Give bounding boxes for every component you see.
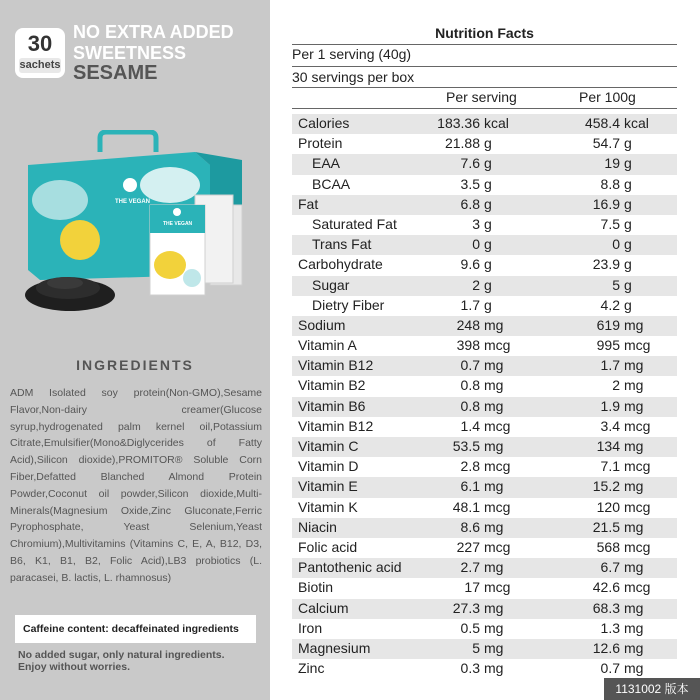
- per-100g-unit: mcg: [624, 337, 651, 354]
- per-100g-value: [562, 377, 662, 393]
- per-serving-unit: mg: [484, 518, 504, 535]
- per-100g-value: [562, 499, 662, 515]
- per-serving-value: [422, 176, 522, 192]
- sachet-count: 30: [27, 31, 53, 56]
- per-100g-unit: g: [624, 195, 632, 212]
- nutrition-rows: [292, 114, 677, 679]
- per-serving-amount: 1.4: [460, 417, 480, 434]
- per-serving-amount: 53.5: [452, 438, 480, 454]
- version-label: 1131002 版本: [604, 678, 700, 700]
- per-100g-unit: g: [624, 276, 632, 293]
- per-serving-amount: 6.8: [460, 195, 480, 212]
- per-100g-amount: 16.9: [592, 195, 620, 212]
- per-serving-unit: mg: [484, 639, 504, 656]
- per-100g-unit: mg: [624, 438, 644, 454]
- per-100g-unit: mg: [624, 639, 644, 656]
- per-100g-amount: 5: [612, 276, 620, 293]
- per-100g-value: [562, 297, 662, 313]
- per-serving-amount: 8.6: [460, 518, 480, 535]
- nutrition-row: [292, 417, 677, 437]
- nutrition-row: [292, 498, 677, 518]
- per-serving-unit: mcg: [484, 538, 511, 555]
- per-100g-amount: 1.7: [600, 357, 620, 374]
- per-100g-unit: mg: [624, 518, 644, 535]
- per-100g-value: [562, 196, 662, 212]
- per-serving-amount: 5: [472, 639, 480, 656]
- per-serving-unit: mcg: [484, 458, 511, 475]
- per-serving-unit: g: [484, 236, 492, 253]
- per-100g-value: [562, 600, 662, 616]
- per-100g-value: [562, 579, 662, 595]
- per-100g-unit: mg: [624, 619, 644, 636]
- per-100g-amount: 8.8: [600, 175, 620, 192]
- per-serving-unit: mcg: [484, 337, 511, 354]
- per-100g-amount: 54.7: [592, 135, 620, 152]
- per-serving-unit: mg: [484, 660, 504, 677]
- per-serving-value: [422, 620, 522, 636]
- per-100g-amount: 458.4: [584, 115, 620, 131]
- per-100g-value: [562, 176, 662, 192]
- per-serving-unit: kcal: [484, 115, 509, 131]
- nutrition-row: [292, 397, 677, 417]
- per-100g-amount: 68.3: [592, 599, 620, 616]
- per-100g-amount: 0.7: [600, 660, 620, 677]
- per-100g-unit: g: [624, 296, 632, 313]
- nutrition-row: [292, 376, 677, 396]
- per-serving-amount: 27.3: [452, 599, 480, 616]
- per-serving-unit: mg: [484, 438, 504, 454]
- per-100g-unit: mg: [624, 316, 644, 333]
- per-serving-value: [422, 377, 522, 393]
- per-serving-amount: 6.1: [460, 478, 480, 495]
- per-serving-amount: 398: [456, 337, 480, 354]
- ingredients-title: INGREDIENTS: [76, 357, 194, 373]
- sugar-note-line-2: Enjoy without worries.: [18, 661, 131, 673]
- nutrient-name: Saturated Fat: [312, 215, 397, 232]
- per-100g-value: [562, 155, 662, 171]
- per-100g-unit: mcg: [624, 498, 651, 515]
- nutrient-name: Pantothenic acid: [298, 559, 402, 576]
- per-serving-value: [422, 277, 522, 293]
- nutrient-name: Sugar: [312, 276, 350, 293]
- per-serving-unit: mcg: [484, 417, 511, 434]
- per-100g-unit: mcg: [624, 579, 651, 596]
- sugar-note: [18, 649, 258, 673]
- nutrition-row: [292, 457, 677, 477]
- per-serving-value: [422, 155, 522, 171]
- per-serving-value: [422, 398, 522, 414]
- per-100g-unit: mg: [624, 377, 644, 394]
- per-100g-amount: 12.6: [592, 639, 620, 656]
- per-serving-amount: 21.88: [444, 135, 480, 152]
- divider: [292, 66, 677, 67]
- per-serving-value: [422, 216, 522, 232]
- per-serving-amount: 0.3: [460, 660, 480, 677]
- per-100g-amount: 21.5: [592, 518, 620, 535]
- per-100g-value: [562, 660, 662, 676]
- per-100g-amount: 134: [596, 438, 620, 454]
- nutrient-name: Vitamin B2: [298, 377, 366, 394]
- per-100g-unit: mg: [624, 599, 644, 616]
- per-serving-value: [422, 499, 522, 515]
- per-100g-unit: g: [624, 135, 632, 152]
- nutrient-name: Fat: [298, 195, 319, 212]
- nutrition-row: [292, 336, 677, 356]
- nutrition-row: [292, 558, 677, 578]
- product-box-illustration: [20, 130, 265, 320]
- per-serving-value: [422, 115, 522, 131]
- per-serving-unit: mcg: [484, 498, 511, 515]
- per-serving-amount: 2.7: [460, 559, 480, 576]
- per-100g-value: [562, 216, 662, 232]
- nutrition-row: [292, 154, 677, 174]
- nutrition-row: [292, 235, 677, 255]
- per-serving-unit: g: [484, 175, 492, 192]
- per-serving-value: [422, 135, 522, 151]
- ingredients-text: ADM Isolated soy protein(Non-GMO),Sesame Flavor,Non-dairy creamer(Glucose syrup,hydrogenated palm kernel oil,Potassium Citrate,Emulsifier(Mono&Diglycerides of Fatty Acid),Silicon dioxide),PROMITOR® Soluble Corn Fiber,Defatted Blanched Almond Protein Powder,Coconut oil powder,Silicon dioxide,Multi-Minerals(Magnesium Oxide,Zinc Gluconate,Ferric Pyrophosphate, Yeast Selenium,Yeast Chromium),Multivitamins (Vitamins C, E, A, B12, D3, B6, K1, B1, B2, Folic Acid),LB3 probiotics (L. paracasei, B. lactis, L. rhamnosus): [10, 387, 262, 584]
- per-serving-value: [422, 196, 522, 212]
- per-100g-value: [562, 640, 662, 656]
- nutrient-name: Folic acid: [298, 538, 358, 555]
- nutrient-name: Sodium: [298, 316, 346, 333]
- nutrition-row: [292, 619, 677, 639]
- per-serving-value: [422, 317, 522, 333]
- nutrition-row: [292, 356, 677, 376]
- per-serving-amount: 3: [472, 215, 480, 232]
- per-serving-value: [422, 600, 522, 616]
- per-serving-value: [422, 438, 522, 454]
- per-serving-unit: mg: [484, 478, 504, 495]
- per-100g-unit: kcal: [624, 115, 649, 131]
- per-100g-amount: 23.9: [592, 256, 620, 273]
- per-serving-unit: g: [484, 276, 492, 293]
- nutrition-row: [292, 578, 677, 598]
- per-100g-unit: mg: [624, 478, 644, 495]
- per-serving-value: [422, 519, 522, 535]
- nutrition-row: [292, 195, 677, 215]
- per-100g-value: [562, 135, 662, 151]
- per-100g-value: [562, 519, 662, 535]
- per-100g-unit: mcg: [624, 538, 651, 555]
- per-serving-unit: mg: [484, 377, 504, 394]
- per-100g-unit: g: [624, 236, 632, 253]
- per-serving-amount: 0.8: [460, 377, 480, 394]
- serving-size: Per 1 serving (40g): [292, 46, 412, 62]
- per-100g-amount: 568: [596, 538, 620, 555]
- nutrition-title: Nutrition Facts: [435, 25, 534, 41]
- per-serving-unit: g: [484, 215, 492, 232]
- per-100g-unit: mcg: [624, 458, 651, 475]
- per-100g-value: [562, 277, 662, 293]
- nutrient-name: Iron: [298, 619, 323, 636]
- headline-line-1: NO EXTRA ADDED: [73, 22, 234, 42]
- nutrient-name: Dietry Fiber: [312, 296, 385, 313]
- per-100g-amount: 1.3: [600, 619, 620, 636]
- sachet-brand-text: THE VEGAN: [163, 221, 193, 227]
- column-header-per-100g: Per 100g: [579, 89, 636, 105]
- per-serving-value: [422, 579, 522, 595]
- per-100g-unit: mg: [624, 660, 644, 677]
- per-100g-amount: 120: [596, 498, 620, 515]
- nutrient-name: Vitamin B12: [298, 357, 374, 374]
- nutrition-row: [292, 276, 677, 296]
- per-serving-value: [422, 297, 522, 313]
- caffeine-notice: Caffeine content: decaffeinated ingredients: [15, 615, 256, 643]
- nutrient-name: Carbohydrate: [298, 256, 383, 273]
- per-serving-value: [422, 478, 522, 494]
- nutrition-row: [292, 255, 677, 275]
- nutrition-row: [292, 538, 677, 558]
- per-100g-amount: 1.9: [600, 397, 620, 414]
- nutrient-name: Vitamin E: [298, 478, 358, 495]
- per-100g-unit: mg: [624, 397, 644, 414]
- per-serving-unit: mg: [484, 559, 504, 576]
- per-serving-value: [422, 357, 522, 373]
- per-serving-unit: g: [484, 195, 492, 212]
- per-100g-value: [562, 418, 662, 434]
- divider: [292, 87, 677, 88]
- nutrient-name: Protein: [298, 135, 343, 152]
- nutrient-name: Zinc: [298, 660, 325, 677]
- per-100g-amount: 3.4: [600, 417, 620, 434]
- per-100g-value: [562, 236, 662, 252]
- nutrient-name: Vitamin K: [298, 498, 358, 515]
- nutrition-row: [292, 215, 677, 235]
- per-serving-value: [422, 559, 522, 575]
- per-serving-unit: g: [484, 135, 492, 152]
- per-serving-amount: 7.6: [460, 155, 480, 172]
- per-100g-value: [562, 539, 662, 555]
- nutrient-name: BCAA: [312, 175, 351, 192]
- nutrient-name: Trans Fat: [312, 236, 372, 253]
- per-100g-value: [562, 256, 662, 272]
- per-serving-amount: 3.5: [460, 175, 480, 192]
- nutrient-name: Vitamin A: [298, 337, 357, 354]
- nutrient-name: Vitamin C: [298, 438, 359, 454]
- nutrition-row: [292, 296, 677, 316]
- sugar-note-line-1: No added sugar, only natural ingredients.: [18, 649, 225, 661]
- nutrient-name: Vitamin B12: [298, 417, 374, 434]
- per-serving-amount: 2: [472, 276, 480, 293]
- nutrition-row: [292, 437, 677, 457]
- per-100g-unit: g: [624, 175, 632, 192]
- servings-per-box: 30 servings per box: [292, 69, 415, 85]
- per-serving-amount: 0.7: [460, 357, 480, 374]
- per-serving-value: [422, 337, 522, 353]
- per-serving-value: [422, 458, 522, 474]
- per-100g-unit: g: [624, 215, 632, 232]
- nutrient-name: Vitamin D: [298, 458, 359, 475]
- per-serving-unit: mg: [484, 316, 504, 333]
- per-serving-amount: 0.5: [460, 619, 480, 636]
- per-100g-amount: 995: [596, 337, 620, 354]
- nutrient-name: Calories: [298, 115, 350, 131]
- column-header-per-serving: Per serving: [446, 89, 517, 105]
- per-100g-value: [562, 620, 662, 636]
- nutrition-row: [292, 175, 677, 195]
- per-serving-amount: 48.1: [452, 498, 480, 515]
- per-serving-unit: mcg: [484, 579, 511, 596]
- per-100g-amount: 6.7: [600, 559, 620, 576]
- per-serving-unit: mg: [484, 619, 504, 636]
- per-100g-amount: 2: [612, 377, 620, 394]
- nutrient-name: Biotin: [298, 579, 334, 596]
- nutrition-row: [292, 477, 677, 497]
- per-serving-amount: 248: [456, 316, 480, 333]
- per-100g-unit: g: [624, 256, 632, 273]
- per-100g-value: [562, 337, 662, 353]
- box-brand-text: THE VEGAN: [115, 199, 151, 205]
- sachet-count-badge: [15, 28, 65, 78]
- per-serving-value: [422, 236, 522, 252]
- per-100g-value: [562, 317, 662, 333]
- per-serving-unit: mg: [484, 599, 504, 616]
- per-serving-unit: mg: [484, 397, 504, 414]
- per-100g-amount: 42.6: [592, 579, 620, 596]
- per-serving-unit: g: [484, 256, 492, 273]
- nutrient-name: Calcium: [298, 599, 349, 616]
- per-serving-amount: 2.8: [460, 458, 480, 475]
- nutrient-name: EAA: [312, 155, 341, 172]
- per-serving-amount: 9.6: [460, 256, 480, 273]
- per-serving-value: [422, 539, 522, 555]
- nutrition-row: [292, 659, 677, 679]
- per-100g-value: [562, 357, 662, 373]
- per-100g-unit: g: [624, 155, 632, 172]
- per-100g-value: [562, 115, 662, 131]
- nutrition-row: [292, 599, 677, 619]
- nutrient-name: Niacin: [298, 518, 337, 535]
- per-100g-amount: 7.1: [600, 458, 620, 475]
- nutrition-row: [292, 518, 677, 538]
- per-100g-amount: 4.2: [600, 296, 620, 313]
- per-100g-value: [562, 458, 662, 474]
- per-100g-amount: 0: [612, 236, 620, 253]
- nutrient-name: Vitamin B6: [298, 397, 366, 414]
- nutrient-name: Magnesium: [298, 639, 371, 656]
- nutrition-row: [292, 316, 677, 336]
- per-100g-value: [562, 478, 662, 494]
- per-100g-unit: mg: [624, 559, 644, 576]
- per-100g-amount: 19: [604, 155, 620, 172]
- per-100g-amount: 15.2: [592, 478, 620, 495]
- per-serving-value: [422, 640, 522, 656]
- per-serving-amount: 0.8: [460, 397, 480, 414]
- flavor-title: SESAME: [73, 62, 158, 84]
- per-100g-value: [562, 559, 662, 575]
- per-100g-value: [562, 438, 662, 454]
- divider: [292, 108, 677, 109]
- per-100g-unit: mcg: [624, 417, 651, 434]
- nutrition-row: [292, 114, 677, 134]
- per-100g-amount: 7.5: [600, 215, 620, 232]
- per-serving-value: [422, 660, 522, 676]
- per-serving-amount: 227: [456, 538, 480, 555]
- product-panel: [0, 0, 270, 700]
- per-serving-amount: 183.36: [437, 115, 480, 131]
- per-serving-amount: 1.7: [460, 296, 480, 313]
- per-serving-unit: mg: [484, 357, 504, 374]
- headline-line-2: SWEETNESS: [73, 43, 187, 63]
- per-100g-unit: mg: [624, 357, 644, 374]
- per-serving-unit: g: [484, 296, 492, 313]
- per-serving-unit: g: [484, 155, 492, 172]
- per-100g-value: [562, 398, 662, 414]
- per-serving-amount: 17: [464, 579, 480, 596]
- nutrition-row: [292, 134, 677, 154]
- per-serving-value: [422, 256, 522, 272]
- per-serving-amount: 0: [472, 236, 480, 253]
- per-100g-amount: 619: [596, 316, 620, 333]
- divider: [292, 44, 677, 45]
- sachet-unit: sachets: [19, 59, 61, 71]
- per-serving-value: [422, 418, 522, 434]
- nutrition-row: [292, 639, 677, 659]
